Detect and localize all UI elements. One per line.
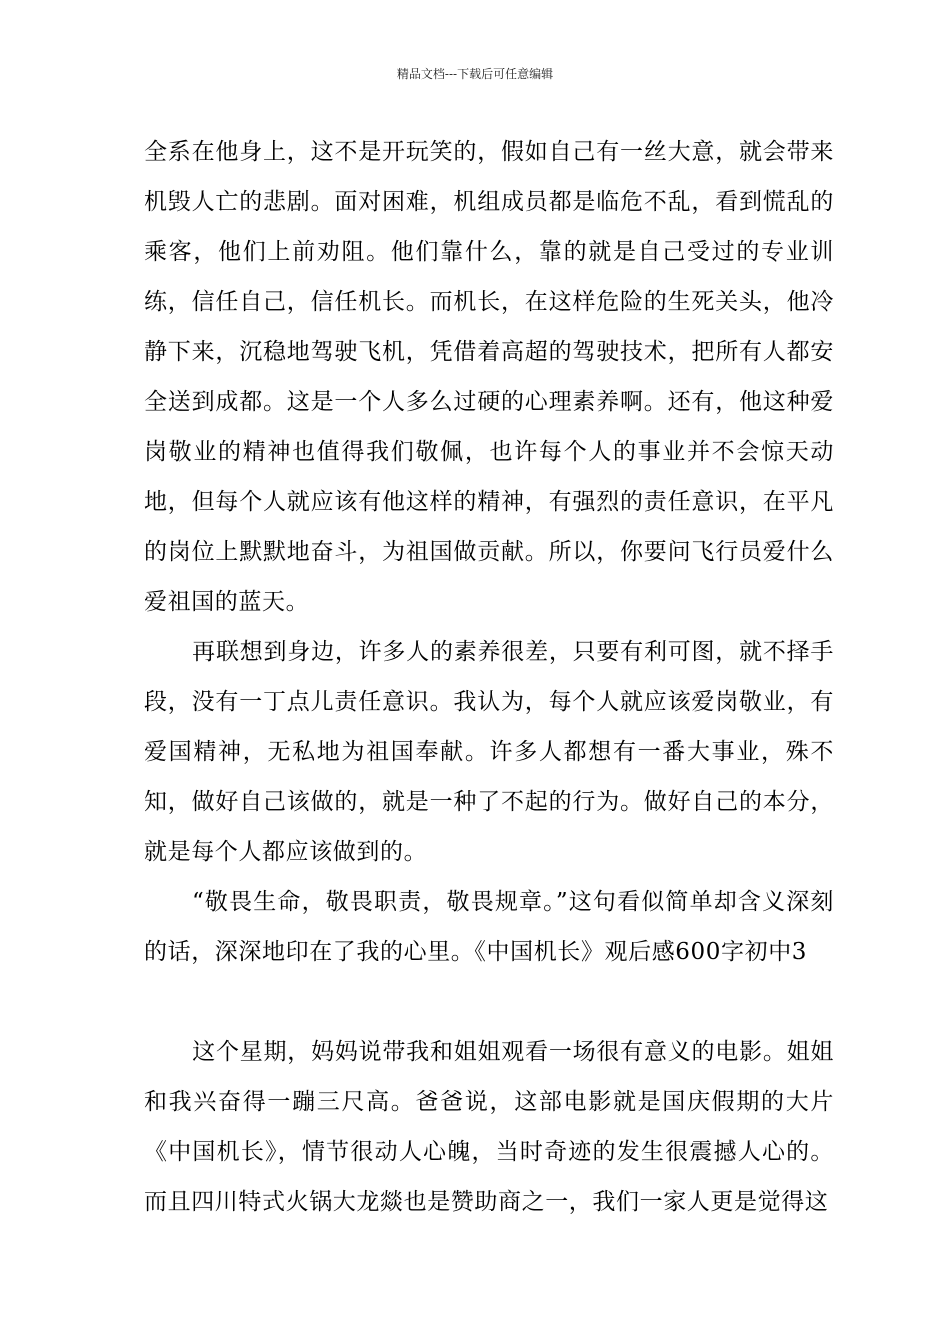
paragraph-2: [144, 627, 834, 877]
paragraph-1-text: 全系在他身上，这不是开玩笑的，假如自己有一丝大意，就会带来机毁人亡的悲剧。面对困难，机组成员都是临危不乱，看到慌乱的乘客，他们上前劝阻。他们靠什么，靠的就是自己受过的专业训练，信任自己，信任机长。而机长，在这样危险的生死关头，他冷静下来，沉稳地驾驶飞机，凭借着高超的驾驶技术，把所有人都安全送到成都。这是一个人多么过硬的心理素养啊。还有，他这种爱岗敬业的精神也值得我们敬佩，也许每个人的事业并不会惊天动地，但每个人就应该有他这样的精神，有强烈的责任意识，在平凡的岗位上默默地奋斗，为祖国做贡献。所以，你要问飞行员爱什么爱祖国的蓝天。: [144, 139, 834, 615]
paragraph-1: [144, 127, 834, 627]
page-header: 精品文档---下载后可任意编辑: [396, 67, 554, 81]
paragraph-2-text: 再联想到身边，许多人的素养很差，只要有利可图，就不择手段，没有一丁点儿责任意识。我认为，每个人就应该爱岗敬业，有爱国精神，无私地为祖国奉献。许多人都想有一番大事业，殊不知，做好自己该做的，就是一种了不起的行为。做好自己的本分，就是每个人都应该做到的。: [144, 639, 834, 865]
paragraph-4-text: 这个星期，妈妈说带我和姐姐观看一场很有意义的电影。姐姐和我兴奋得一蹦三尺高。爸爸说，这部电影就是国庆假期的大片《中国机长》，情节很动人心魄，当时奇迹的发生很震撼人心的。而且四川特式火锅大龙燚也是赞助商之一，我们一家人更是觉得这: [144, 1039, 834, 1215]
paragraph-3: [144, 877, 834, 977]
paragraph-3-text: “敬畏生命，敬畏职责，敬畏规章。”这句看似简单却含义深刻的话，深深地印在了我的心里。《中国机长》观后感600字初中3: [144, 889, 834, 965]
paragraph-4: [144, 1027, 834, 1227]
